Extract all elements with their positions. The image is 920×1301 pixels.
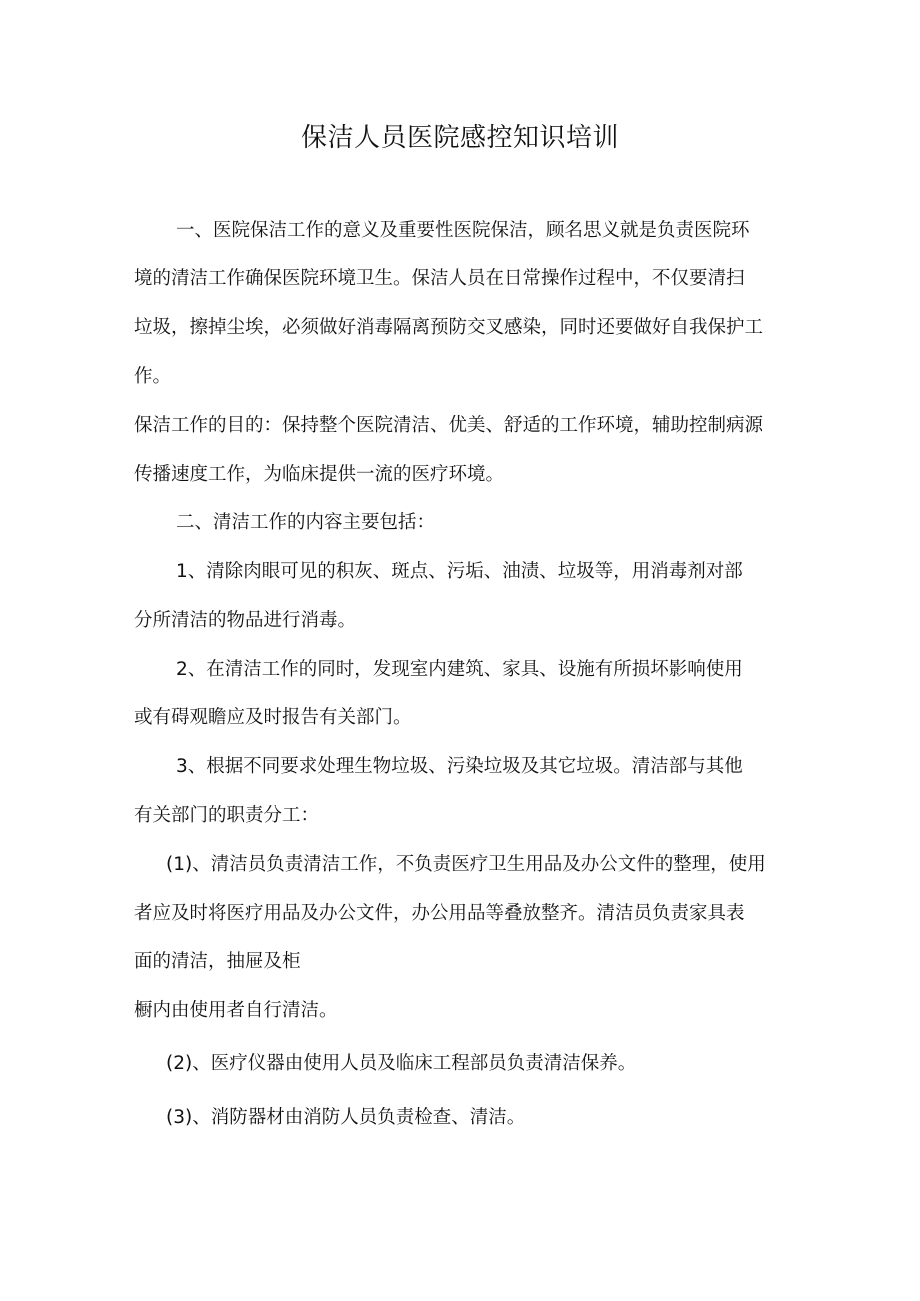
paragraph-line: (2)、医疗仪器由使用人员及临床工程部员负责清洁保养。 xyxy=(166,1053,637,1074)
paragraph-line: 2、在清洁工作的同时，发现室内建筑、家具、设施有所损坏影响使用 xyxy=(176,659,743,680)
paragraph-line: 3、根据不同要求处理生物垃圾、污染垃圾及其它垃圾。清洁部与其他 xyxy=(176,756,743,777)
section-heading: 二、清洁工作的内容主要包括： xyxy=(176,512,436,533)
paragraph-line: 1、清除肉眼可见的积灰、斑点、污垢、油渍、垃圾等，用消毒剂对部 xyxy=(176,561,743,582)
paragraph-line: 作。 xyxy=(134,366,172,387)
paragraph-line: 一、医院保洁工作的意义及重要性医院保洁，顾名思义就是负责医院环 xyxy=(176,220,750,241)
paragraph-line: 保洁工作的目的：保持整个医院清洁、优美、舒适的工作环境，辅助控制病源 xyxy=(134,415,764,436)
paragraph-line: 橱内由使用者自行清洁。 xyxy=(134,1000,338,1021)
paragraph-line: (1)、清洁员负责清洁工作，不负责医疗卫生用品及办公文件的整理，使用 xyxy=(166,854,766,875)
paragraph-line: 传播速度工作，为临床提供一流的医疗环境。 xyxy=(134,464,505,485)
paragraph-line: 境的清洁工作确保医院环境卫生。保洁人员在日常操作过程中，不仅要清扫 xyxy=(134,268,745,289)
paragraph-line: 或有碍观瞻应及时报告有关部门。 xyxy=(134,707,412,728)
paragraph-line: 面的清洁，抽屉及柜 xyxy=(134,951,301,972)
document-title: 保洁人员医院感控知识培训 xyxy=(300,123,619,153)
paragraph-line: 有关部门的职责分工： xyxy=(134,805,320,826)
paragraph-line: 垃圾，擦掉尘埃，必须做好消毒隔离预防交叉感染，同时还要做好自我保护工 xyxy=(134,317,764,338)
paragraph-line: (3)、消防器材由消防人员负责检查、清洁。 xyxy=(166,1107,526,1128)
paragraph-line: 者应及时将医疗用品及办公文件，办公用品等叠放整齐。清洁员负责家具表 xyxy=(134,903,745,924)
paragraph-line: 分所清洁的物品进行消毒。 xyxy=(134,610,357,631)
